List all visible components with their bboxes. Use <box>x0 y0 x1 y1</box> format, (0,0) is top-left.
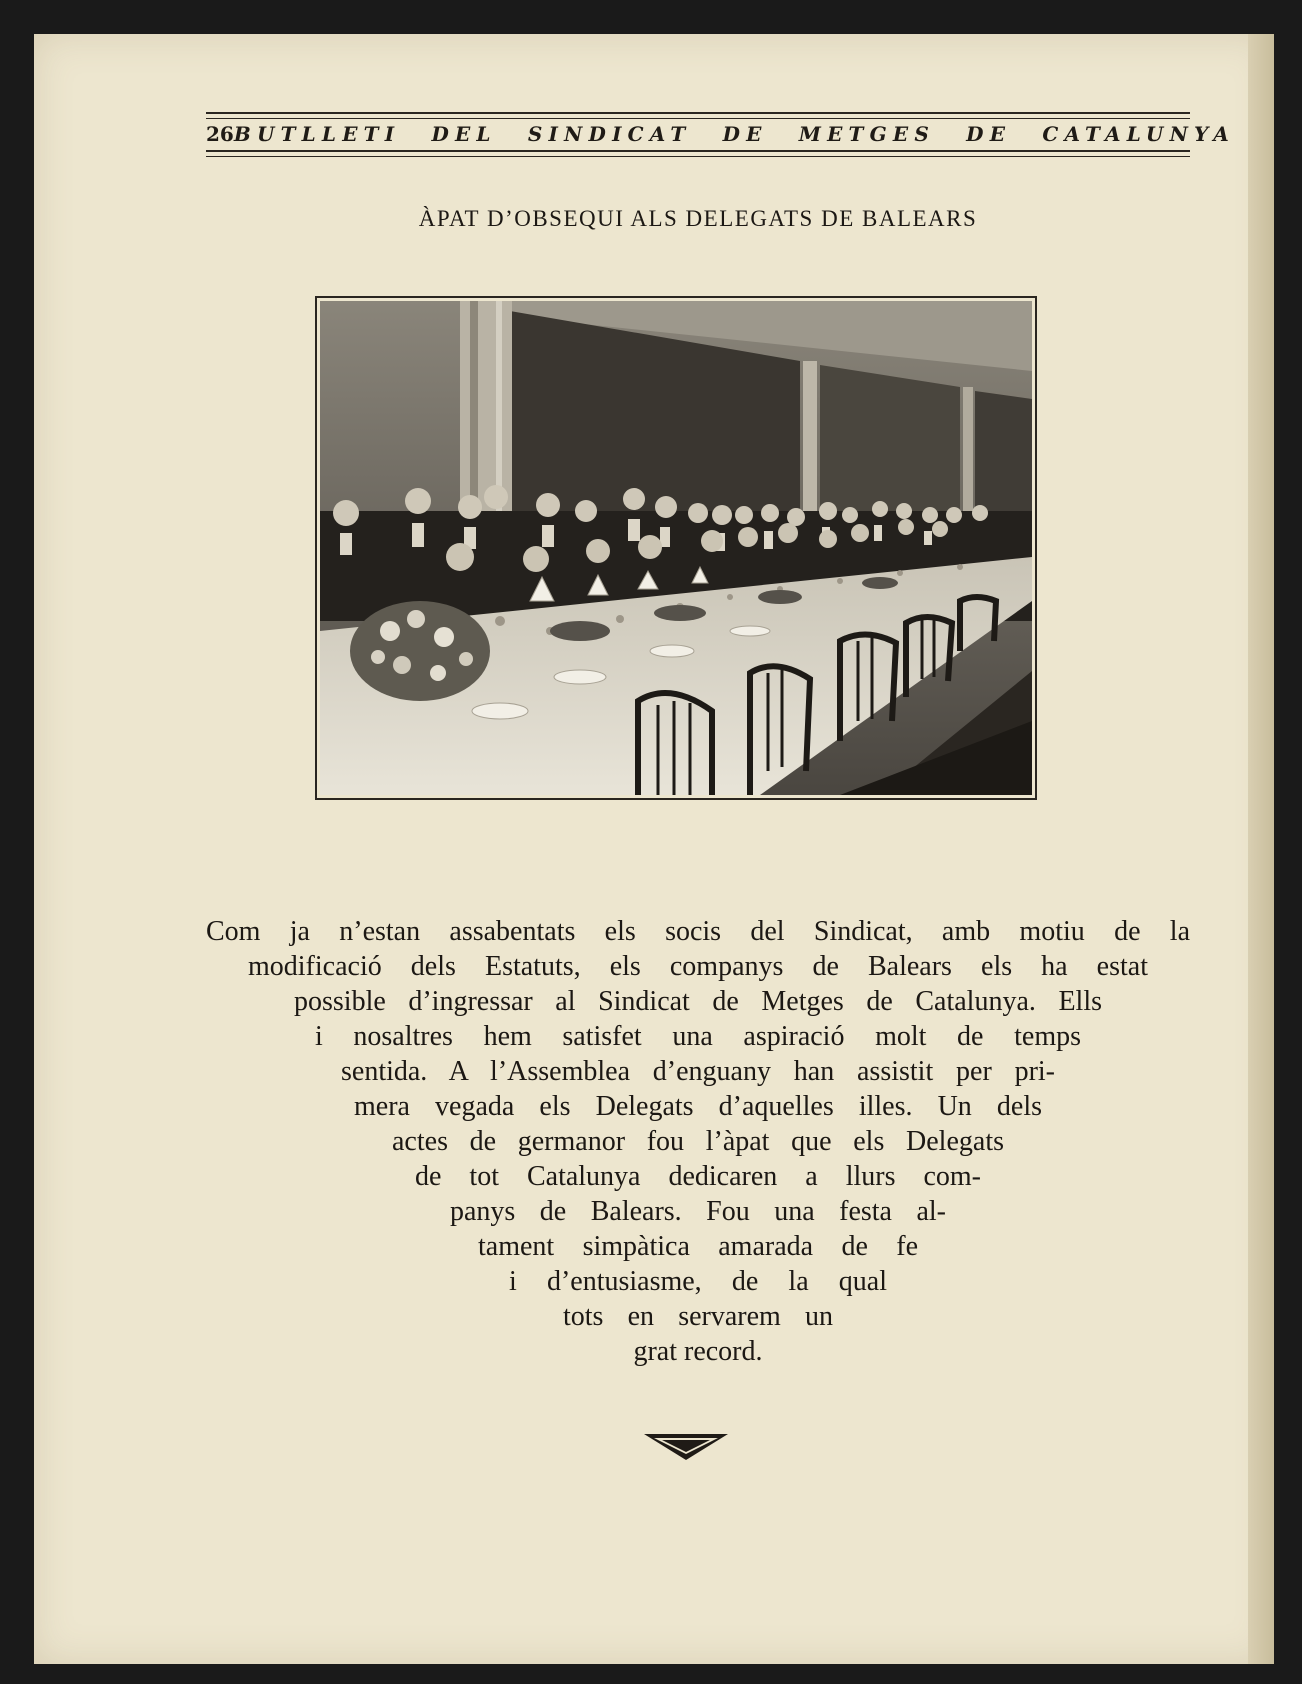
body-line: tament simpàtica amarada de fe <box>478 1231 918 1262</box>
chevron-down-icon <box>644 1432 728 1462</box>
body-line: modificació dels Estatuts, els companys de Balears els ha estat <box>248 951 1148 982</box>
body-line: i nosaltres hem satisfet una aspiració molt de temps <box>315 1021 1081 1052</box>
body-line: i d’entusiasme, de la qual <box>509 1266 887 1297</box>
body-line: panys de Balears. Fou una festa al- <box>450 1196 946 1227</box>
banquet-photo <box>320 301 1032 795</box>
body-line: actes de germanor fou l’àpat que els Delegats <box>392 1126 1004 1157</box>
header-rule <box>206 156 1190 157</box>
article-body <box>206 914 1190 1369</box>
body-line: possible d’ingressar al Sindicat de Metges de Catalunya. Ells <box>294 986 1102 1017</box>
publication-title: BUTLLETI DEL SINDICAT DE METGES DE CATALUNYA <box>233 122 1235 146</box>
page-edge <box>1248 34 1274 1664</box>
header-rule <box>206 118 1190 119</box>
body-line: tots en servarem un <box>563 1301 833 1332</box>
header-rule <box>206 150 1190 152</box>
article-title: ÀPAT D’OBSEQUI ALS DELEGATS DE BALEARS <box>418 206 978 231</box>
photo-frame <box>315 296 1037 800</box>
page-number: 26 <box>206 122 234 146</box>
running-head <box>206 112 1235 162</box>
body-line: Com ja n’estan assabentats els socis del Sindicat, amb motiu de la <box>206 916 1190 947</box>
header-text-row <box>206 120 1235 148</box>
page <box>34 34 1274 1664</box>
body-line: de tot Catalunya dedicaren a llurs com- <box>415 1161 981 1192</box>
body-line: mera vegada els Delegats d’aquelles illes. Un dels <box>354 1091 1042 1122</box>
body-line: sentida. A l’Assemblea d’enguany han assistit per pri- <box>341 1056 1055 1087</box>
header-rule <box>206 112 1190 114</box>
body-line: grat record. <box>633 1336 763 1367</box>
